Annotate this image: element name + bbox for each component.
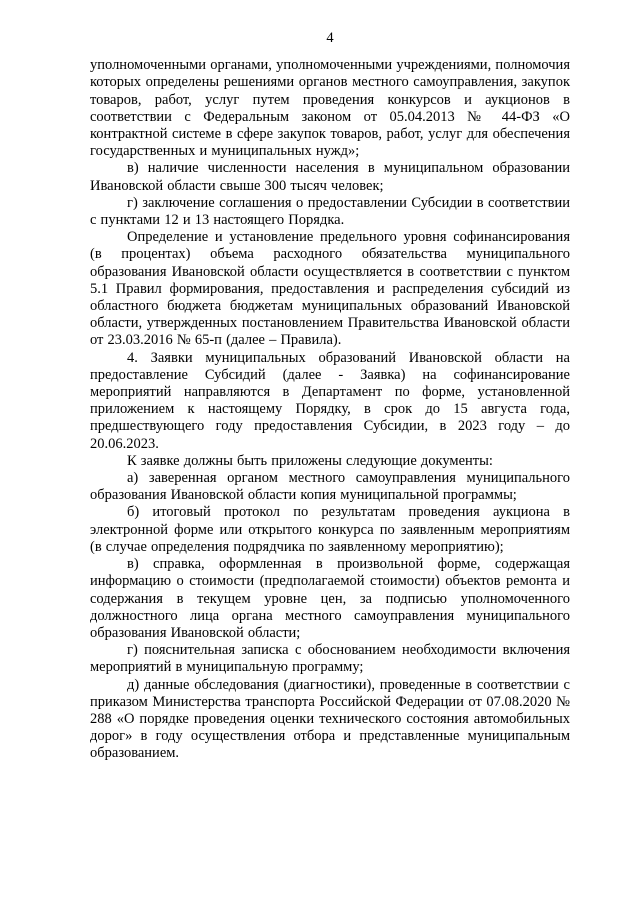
paragraph-subitem-v2: в) справка, оформленная в произвольной форме, содержащая информацию о стоимости (предполагаемой стоимости) объектов ремонта и содержания в текущем уровне цен, за подписью уполномоченного должностного лица органа местного самоуправления муниципального образования Ивановской области; xyxy=(90,556,570,641)
paragraph-subitem-g: г) заключение соглашения о предоставлении Субсидии в соответствии с пунктами 12 и 13 настоящего Порядка. xyxy=(90,194,570,229)
paragraph-subitem-d: д) данные обследования (диагностики), проведенные в соответствии с приказом Министерства транспорта Российской Федерации от 07.08.2020 № 288 «О порядке проведения оценки технического состояния автомобильных дорог» в году осуществления отбора и представленные муниципальным образованием. xyxy=(90,676,570,762)
paragraph-documents-intro: К заявке должны быть приложены следующие документы: xyxy=(127,452,493,469)
paragraph-cofinancing-level: Определение и установление предельного уровня софинансирования (в процентах) объема расходного обязательства муниципального образования Ивановской области осуществляется в соответствии с пунктом 5.1 Правил формирования, предоставления и распределения субсидий из областного бюджета бюджетам муниципальных образований Ивановской области, утвержденных постановлением Правительства Ивановской области от 23.03.2016 № 65-п (далее – Правила). xyxy=(90,229,570,349)
paragraph-subitem-g2: г) пояснительная записка с обоснованием необходимости включения мероприятий в муниципальную программу; xyxy=(90,642,570,676)
paragraph-continuation: уполномоченными органами, уполномоченными учреждениями, полномочия которых определены решениями органов местного самоуправления, закупок товаров, работ, услуг путем проведения конкурсов и аукционов в соответствии с Федеральным законом от 05.04.2013 № 44-ФЗ «О контрактной системе в сфере закупок товаров, работ, услуг для обеспечения государственных и муниципальных нужд»; xyxy=(90,57,570,160)
paragraph-subitem-b: б) итоговый протокол по результатам проведения аукциона в электронной форме или открытого конкурса по заявленным мероприятиям (в случае определения подрядчика по заявленному мероприятию); xyxy=(90,504,570,555)
paragraph-item-4: 4. Заявки муниципальных образований Ивановской области на предоставление Субсидий (далее - Заявка) на софинансирование мероприятий направляются в Департамент по форме, установленной приложением к настоящему Порядку, в срок до 15 августа года, предшествующего году предоставления Субсидии, в 2023 году – до 20.06.2023. xyxy=(90,349,570,452)
paragraph-subitem-a: а) заверенная органом местного самоуправления муниципального образования Ивановской области копия муниципальной программы; xyxy=(90,470,570,504)
page-body xyxy=(90,57,570,762)
paragraph-subitem-v: в) наличие численности населения в муниципальном образовании Ивановской области свыше 300 тысяч человек; xyxy=(90,160,570,194)
page-number: 4 xyxy=(326,30,334,46)
